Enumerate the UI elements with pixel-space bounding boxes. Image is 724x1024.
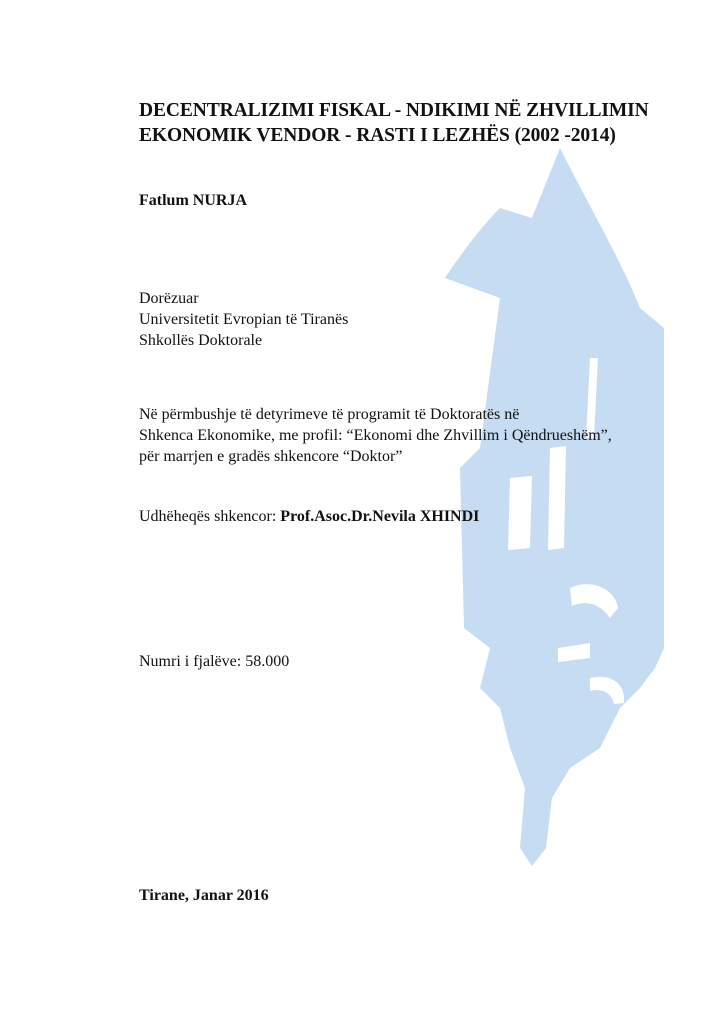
- supervisor-name: Prof.Asoc.Dr.Nevila XHINDI: [280, 508, 480, 525]
- supervisor-line: [139, 508, 479, 526]
- submitted-line-3: Shkollës Doktorale: [139, 332, 263, 349]
- title-line-1: DECENTRALIZIMI FISKAL - NDIKIMI NË ZHVILLIMIN: [139, 100, 649, 121]
- supervisor-label: Udhëheqës shkencor:: [139, 508, 281, 525]
- submitted-line-1: Dorëzuar: [139, 290, 199, 307]
- watermark-window-left: [508, 476, 532, 550]
- fulfillment-line-3: për marrjen e gradës shkencore “Doktor”: [139, 448, 403, 465]
- submission-block: [139, 288, 348, 351]
- title-line-2: EKONOMIK VENDOR - RASTI I LEZHËS (2002 -2014): [139, 125, 616, 146]
- document-title: [139, 98, 649, 148]
- fulfillment-block: [139, 404, 612, 467]
- fulfillment-line-1: Në përmbushje të detyrimeve të programit të Doktoratës në: [139, 406, 520, 423]
- author-name: Fatlum NURJA: [139, 192, 247, 209]
- fulfillment-line-2: Shkenca Ekonomike, me profil: “Ekonomi dhe Zhvillim i Qëndrueshëm”,: [139, 427, 612, 444]
- word-count: Numri i fjalëve: 58.000: [139, 653, 290, 670]
- place-date: Tirane, Janar 2016: [139, 887, 269, 904]
- submitted-line-2: Universitetit Evropian të Tiranës: [139, 311, 349, 328]
